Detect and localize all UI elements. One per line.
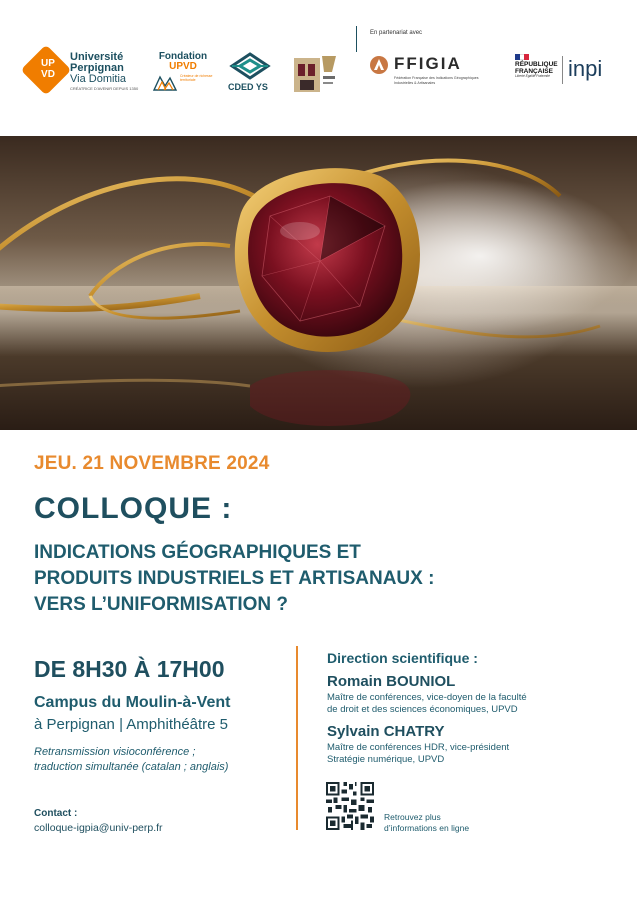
direction-label: Direction scientifique : <box>327 650 478 666</box>
event-hours: DE 8H30 À 17H00 <box>34 656 225 682</box>
person-name: Sylvain CHATRY <box>327 723 445 740</box>
gold-ring-illustration <box>0 136 637 430</box>
event-date: JEU. 21 NOVEMBRE 2024 <box>34 453 270 474</box>
subtitle-line: PRODUITS INDUSTRIELS ET ARTISANAUX : <box>34 568 435 589</box>
republique-francaise-logo[interactable]: RÉPUBLIQUE FRANÇAISE Liberté Égalité Fraternité <box>515 54 561 88</box>
logo-separator <box>562 56 563 84</box>
column-divider <box>296 646 298 830</box>
fondation-emblem-icon <box>152 74 178 92</box>
person-role: Maître de conférences, vice-doyen de la faculté de droit et des sciences économiques, UPVD <box>327 692 527 715</box>
partner-label: En partenariat avec <box>370 30 423 36</box>
cded-emblem-icon <box>228 52 272 82</box>
subtitle-line: INDICATIONS GÉOGRAPHIQUES ET <box>34 542 361 563</box>
upvd-tagline: CRÉATRICE D'AVENIR DEPUIS 1350 <box>70 86 139 91</box>
event-campus: Campus du Moulin-à-Vent <box>34 694 231 711</box>
fondation-upvd-logo[interactable]: Fondation UPVD Créateur de richesse territoriale <box>150 52 216 98</box>
affigia-a-icon <box>370 56 388 74</box>
remote-info: Retransmission visioconférence ; traduction simultanée (catalan ; anglais) <box>34 746 229 773</box>
upvd-name: Université Perpignan Via Domitia <box>70 51 127 85</box>
person-role: Maître de conférences HDR, vice-président Stratégie numérique, UPVD <box>327 742 510 765</box>
event-place: à Perpignan | Amphithéâtre 5 <box>34 716 229 733</box>
header-logos <box>0 0 637 136</box>
upvd-logo[interactable] <box>26 50 138 98</box>
institution-logo[interactable] <box>292 52 338 94</box>
contact-email-link[interactable]: colloque-igpia@univ-perp.fr <box>34 822 163 834</box>
building-emblem-icon <box>292 52 338 94</box>
contact-label: Contact : <box>34 808 78 819</box>
french-flag-icon <box>515 54 529 60</box>
upvd-badge-text: UP VD <box>41 58 55 80</box>
hero-ring-photo <box>0 136 637 430</box>
subtitle-line: VERS L’UNIFORMISATION ? <box>34 594 289 615</box>
partner-divider <box>356 26 357 52</box>
qr-caption: Retrouvez plus d’informations en ligne <box>384 812 470 833</box>
qr-code-icon[interactable] <box>326 782 374 830</box>
affigia-logo[interactable]: FFIGIA Fédération Française des Indications Géographiques Industrielles & Artisanales <box>370 56 500 90</box>
inpi-logo[interactable]: inpi <box>568 56 603 81</box>
person-name: Romain BOUNIOL <box>327 673 456 690</box>
cded-ys-logo[interactable]: CDED YS <box>226 52 274 96</box>
event-title: COLLOQUE : <box>34 492 233 525</box>
event-subtitle <box>34 540 434 618</box>
